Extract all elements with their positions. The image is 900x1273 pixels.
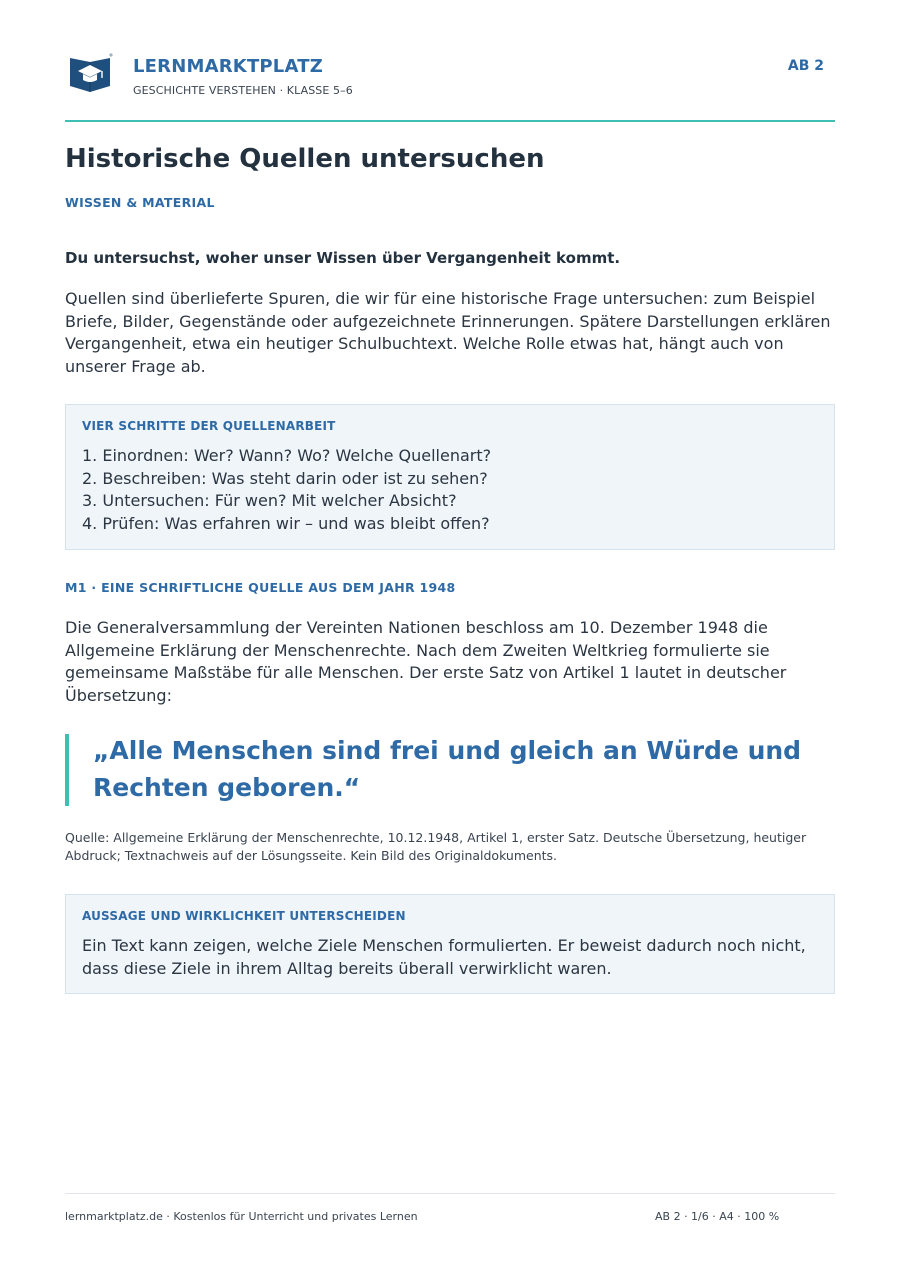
section-label: WISSEN & MATERIAL [65, 195, 215, 210]
note-box-text: Ein Text kann zeigen, welche Ziele Menschen formulierten. Er beweist dadurch noch nicht, dass diese Ziele in ihrem Alltag bereits überall verwirklicht waren. [82, 936, 806, 978]
page-header [65, 50, 835, 100]
source-quote: „Alle Menschen sind frei und gleich an Würde und Rechten geboren.“ [93, 736, 802, 802]
steps-box [65, 404, 835, 550]
header-divider [65, 120, 835, 122]
footer-site-info: lernmarktplatz.de · Kostenlos für Unterricht und privates Lernen [65, 1210, 418, 1223]
page-title: Historische Quellen untersuchen [65, 144, 545, 174]
note-box-label: AUSSAGE UND WIRKLICHKEIT UNTERSCHEIDEN [82, 909, 406, 923]
intro-paragraph: Quellen sind überlieferte Spuren, die wir für eine historische Frage untersuchen: zum Beispiel Briefe, Bilder, Gegenstände oder aufgezeichnete Erinnerungen. Spätere Darstellungen erklären Vergangenheit, etwa ein heutiger Schulbuchtext. Welche Rolle etwas hat, hängt auch von unserer Frage ab. [65, 289, 831, 376]
steps-box-label: VIER SCHRITTE DER QUELLENARBEIT [82, 419, 336, 433]
graduation-cap-book-icon [67, 52, 113, 94]
sheet-label: AB 2 [787, 58, 824, 74]
source-citation: Quelle: Allgemeine Erklärung der Menschenrechte, 10.12.1948, Artikel 1, erster Satz. Deutsche Übersetzung, heutiger Abdruck; Textnachweis auf der Lösungsseite. Kein Bild des Originaldokuments. [65, 830, 807, 863]
material-paragraph: Die Generalversammlung der Vereinten Nationen beschloss am 10. Dezember 1948 die Allgemeine Erklärung der Menschenrechte. Nach dem Zweiten Weltkrieg formulierte sie gemeinsame Maßstäbe für alle Menschen. Der erste Satz von Artikel 1 lautet in deutscher Übersetzung: [65, 618, 787, 705]
footer-page-info: AB 2 · 1/6 · A4 · 100 % [655, 1210, 780, 1223]
list-item: 3. Untersuchen: Für wen? Mit welcher Absicht? [82, 491, 457, 511]
list-item: 2. Beschreiben: Was steht darin oder ist zu sehen? [82, 468, 488, 488]
quote-accent-bar [65, 734, 69, 806]
list-item: 4. Prüfen: Was erfahren wir – und was bleibt offen? [82, 514, 490, 534]
lead-sentence: Du untersuchst, woher unser Wissen über Vergangenheit kommt. [65, 249, 621, 267]
brand-name: LERNMARKTPLATZ [133, 56, 323, 77]
list-item: 1. Einordnen: Wer? Wann? Wo? Welche Quellenart? [82, 446, 492, 465]
steps-list [82, 445, 491, 536]
course-subtitle: GESCHICHTE VERSTEHEN · KLASSE 5–6 [133, 84, 353, 97]
note-box [65, 894, 835, 994]
material-label: M1 · EINE SCHRIFTLICHE QUELLE AUS DEM JAHR 1948 [65, 580, 456, 595]
footer-divider [65, 1193, 835, 1194]
